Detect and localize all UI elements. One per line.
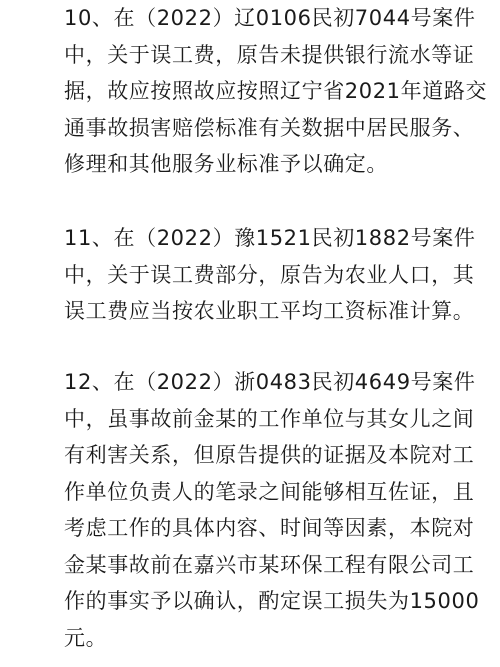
text-line: 通事故损害赔偿标准有关数据中居民服务、 — [64, 115, 475, 140]
text-line: 12、在（2022）浙0483民初4649号案件 — [64, 370, 476, 394]
text-line: 有利害关系，但原告提供的证据及本院对工 — [64, 443, 475, 467]
text-line: 作单位负责人的笔录之间能够相互佐证，且 — [64, 479, 475, 504]
text-line: 金某事故前在嘉兴市某环保工程有限公司工 — [64, 552, 475, 577]
text-line: 考虑工作的具体内容、时间等因素，本院对 — [64, 516, 475, 540]
text-line: 误工费应当按农业职工平均工资标准计算。 — [64, 299, 475, 323]
text-line: 10、在（2022）辽0106民初7044号案件 — [64, 6, 476, 30]
text-line: 元。 — [64, 625, 108, 650]
text-line: 中，关于误工费，原告未提供银行流水等证 — [64, 42, 475, 67]
case-paragraph-11 — [64, 220, 475, 330]
case-paragraph-12 — [64, 364, 479, 656]
text-line: 据，故应按照故应按照辽宁省2021年道路交 — [64, 79, 488, 103]
text-line: 作的事实予以确认，酌定误工损失为15000 — [64, 589, 480, 613]
text-line: 11、在（2022）豫1521民初1882号案件 — [64, 226, 476, 250]
text-line: 中，关于误工费部分，原告为农业人口，其 — [64, 262, 475, 287]
text-line: 中，虽事故前金某的工作单位与其女儿之间 — [64, 406, 475, 431]
case-paragraph-10 — [64, 0, 487, 183]
text-line: 修理和其他服务业标准予以确定。 — [64, 152, 388, 176]
